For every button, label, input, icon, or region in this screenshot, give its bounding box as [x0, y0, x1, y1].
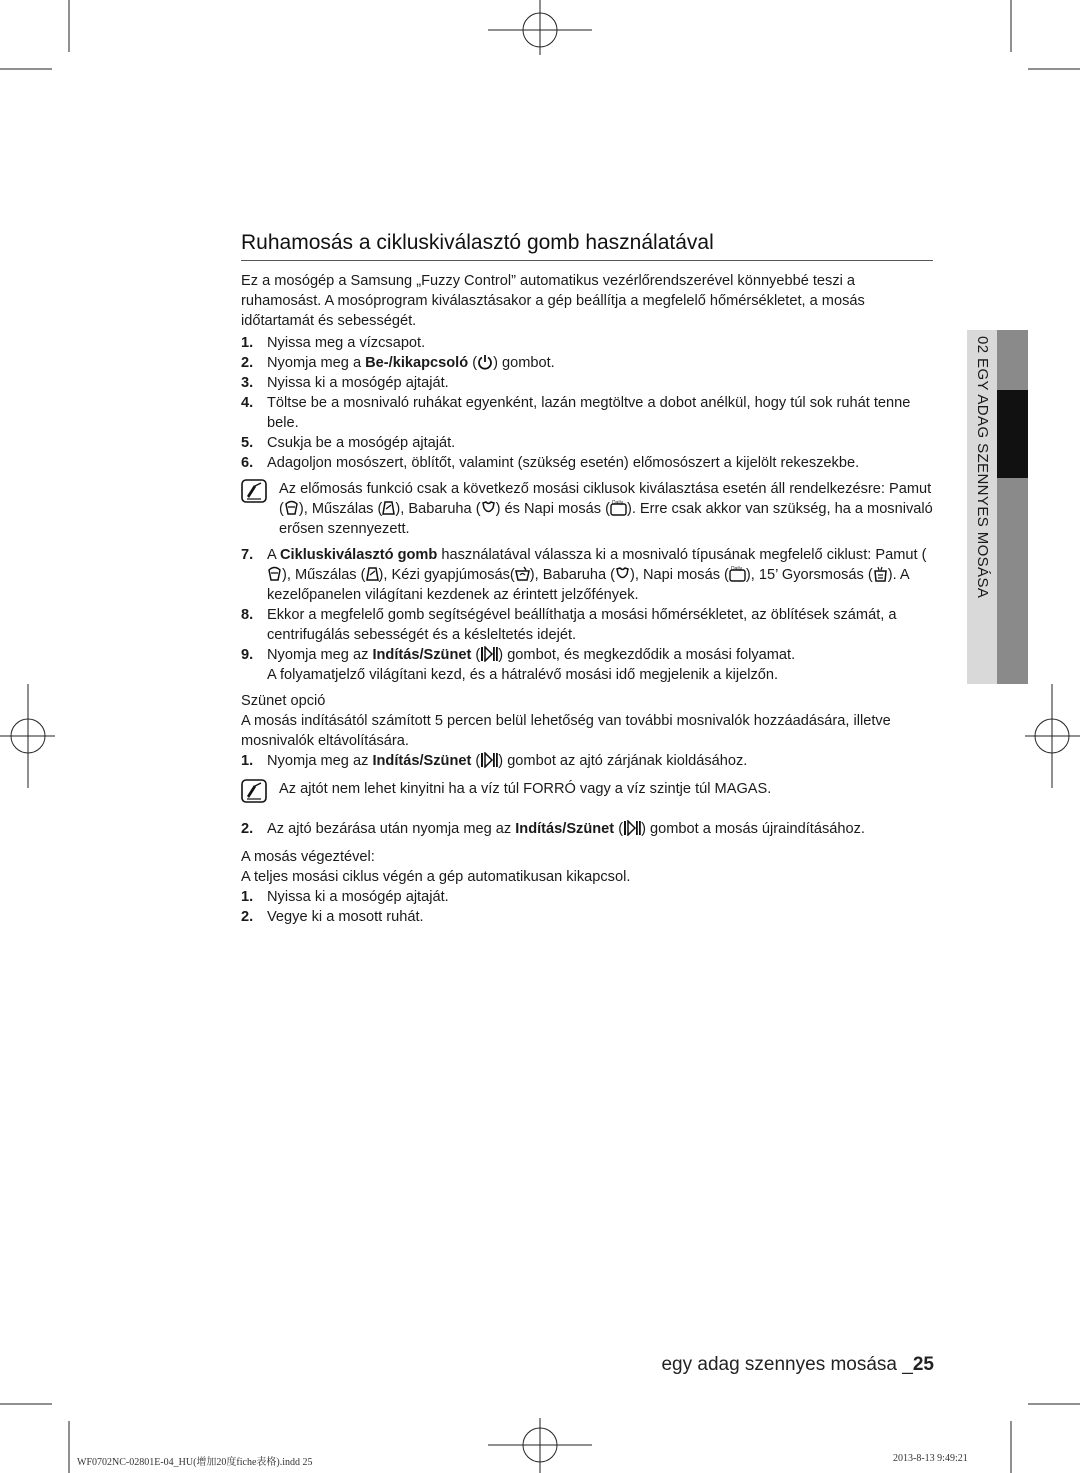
end-heading: A mosás végeztével:: [241, 849, 375, 865]
synthetic-icon: [382, 500, 395, 516]
chapter-side-tab: [967, 330, 1028, 684]
list-item: 2. Vegye ki a mosott ruhát.: [241, 909, 424, 925]
note-icon: [241, 479, 267, 503]
list-item: 2. Az ajtó bezárása után nyomja meg az Indítás/Szünet ( ) gombot a mosás újraindításához.: [241, 821, 865, 837]
power-icon: [477, 354, 493, 370]
note-prewash: Az előmosás funkció csak a következő mosási ciklusok kiválasztása esetén áll rendelkezésre: Pamut ( ), Műszálas ( ), Babaruha ( ) és Napi mosás ( Daily ). Erre csak akkor van szükség, ha a mosnivaló erősen szennyezett.: [241, 479, 933, 539]
svg-text:Daily: Daily: [730, 566, 743, 572]
list-item: 4. Töltse be a mosnivaló ruhákat egyenként, lazán megtöltve a dobot anélkül, hogy túl sok ruhát tenne bele.: [241, 395, 911, 431]
file-slug: WF0702NC-02801E-04_HU(增加20度fiche表格).indd 25: [77, 1457, 313, 1468]
side-tab-marker: [997, 390, 1028, 478]
list-item: 1. Nyissa ki a mosógép ajtaját.: [241, 889, 449, 905]
intro-paragraph: Ez a mosógép a Samsung „Fuzzy Control” automatikus vezérlőrendszerével könnyebbé teszi a ruhamosást. A mosóprogram kiválasztásakor a gép beállítja a megfelelő hőmérsékletet, a mosás időtartamát és sebességét.: [241, 273, 865, 329]
daily-icon: [729, 566, 746, 582]
start-pause-icon: [480, 752, 498, 768]
list-item: 6. Adagoljon mosószert, öblítőt, valamint (szükség esetén) előmosószert a kijelölt rekeszekbe.: [241, 455, 860, 471]
wool-icon: [515, 566, 530, 582]
list-item: 8. Ekkor a megfelelő gomb segítségével beállíthatja a mosási hőmérsékletet, az öblítések számát, a centrifugálás sebességét és a késleltetés idejét.: [241, 607, 897, 643]
date-slug: 2013-8-13 9:49:21: [893, 1453, 968, 1464]
list-item: 1. Nyomja meg az Indítás/Szünet ( ) gombot az ajtó zárjának kioldásához.: [241, 753, 748, 769]
daily-icon: [610, 500, 627, 516]
cotton-icon: [284, 500, 299, 516]
list-item: 5. Csukja be a mosógép ajtaját.: [241, 435, 456, 451]
pause-intro: A mosás indításától számított 5 percen belül lehetőség van további mosnivalók hozzáadására, illetve mosnivalók eltávolítására.: [241, 713, 891, 749]
note-icon: [241, 779, 267, 803]
running-footer: egy adag szennyes mosása _25: [661, 1354, 934, 1375]
list-item: 2. Nyomja meg a Be-/kikapcsoló ( ) gombot.: [241, 355, 555, 371]
note-door: Az ajtót nem lehet kinyitni ha a víz túl FORRÓ vagy a víz szintje túl MAGAS.: [241, 779, 933, 809]
pause-heading: Szünet opció: [241, 693, 326, 709]
list-item: 9. Nyomja meg az Indítás/Szünet ( ) gombot, és megkezdődik a mosási folyamat. A folyamatjelző világítani kezd, és a hátralévő mosási idő megjelenik a kijelzőn.: [241, 647, 796, 683]
list-item: 7. A Cikluskiválasztó gomb használatával válassza ki a mosnivaló típusának megfelelő ciklust: Pamut (), Műszálas ( ), Kézi gyapjúmosás( ), Babaruha ( ), Napi mosás ( Daily ), 15’ Gyorsmosás ( ). A kezelőpanelen világítani kezdenek az érintett jelzőfények.: [241, 547, 927, 603]
baby-icon: [615, 566, 630, 582]
synthetic-icon: [366, 566, 379, 582]
baby-icon: [481, 500, 496, 516]
quick-icon: [873, 566, 888, 582]
list-item: 1. Nyissa meg a vízcsapot.: [241, 335, 426, 351]
end-intro: A teljes mosási ciklus végén a gép automatikusan kikapcsol.: [241, 869, 631, 885]
page-title: Ruhamosás a cikluskiválasztó gomb használatával: [241, 230, 933, 261]
svg-text:Daily: Daily: [611, 500, 624, 506]
list-item: 3. Nyissa ki a mosógép ajtaját.: [241, 375, 449, 391]
page-number: 25: [912, 1354, 934, 1375]
page-content: [241, 230, 933, 927]
side-tab-label: 02 EGY ADAG SZENNYES MOSÁSA: [974, 336, 991, 599]
cotton-icon: [267, 566, 282, 582]
start-pause-icon: [480, 646, 498, 662]
start-pause-icon: [623, 820, 641, 836]
